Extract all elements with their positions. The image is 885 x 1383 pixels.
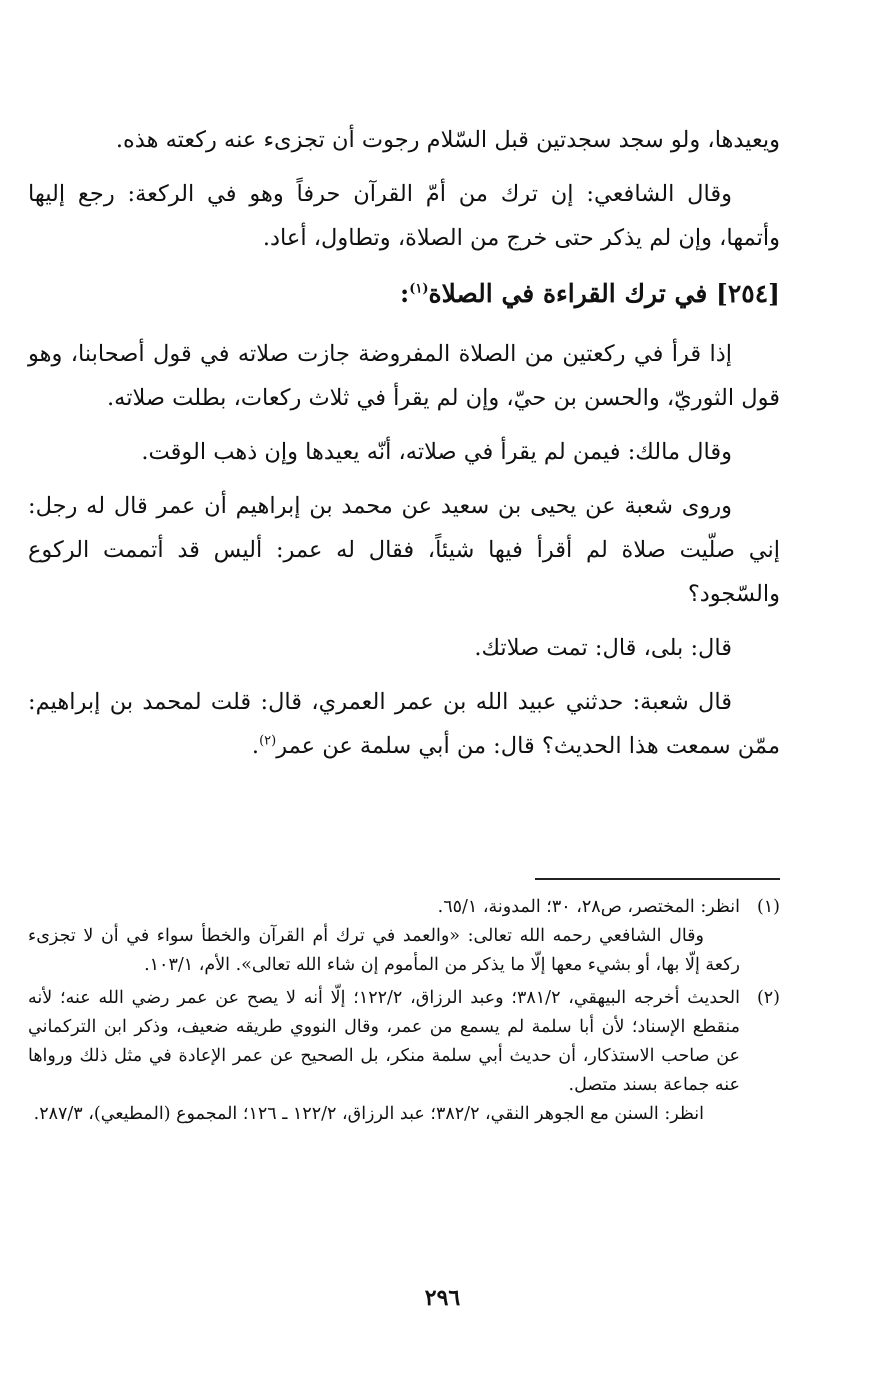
chain-text: قال شعبة: حدثني عبيد الله بن عمر العمري، قال: قلت لمحمد بن إبراهيم: ممّن سمعت هذا الحديث؟ قال: من أبي سلمة عن عمر [28, 689, 780, 759]
chain-end: . [251, 733, 260, 759]
footnote-body [28, 893, 740, 980]
footnotes [28, 893, 780, 1133]
footnote-ref-2[interactable]: (٢) [259, 733, 277, 749]
footnote-separator [535, 878, 780, 880]
footnote-sub: وقال الشافعي رحمه الله تعالى: «والعمد في ترك أم القرآن والخطأ سواء في أن لا تجزىء ركعة إلّا بها، أو بشيء معها إلّا ما يذكر من المأموم إن شاء الله تعالى». الأم، ١٠٣/١. [28, 926, 740, 975]
main-text [28, 118, 780, 778]
footnote-2 [28, 984, 780, 1129]
paragraph-continuation: ويعيدها، ولو سجد سجدتين قبل السّلام رجوت أن تجزىء عنه ركعته هذه. [115, 127, 780, 153]
footnote-line: انظر: المختصر، ص٢٨، ٣٠؛ المدونة، ٦٥/١. [437, 897, 740, 917]
paragraph-shuba-chain [28, 680, 780, 768]
section-number: [٢٥٤] [716, 279, 780, 308]
footnote-ref-1[interactable]: (١) [409, 281, 429, 297]
heading-colon: : [399, 279, 410, 308]
section-heading [28, 270, 780, 318]
footnote-1 [28, 893, 780, 980]
paragraph-ashab: إذا قرأ في ركعتين من الصلاة المفروضة جازت صلاته في قول أصحابنا، وهو قول الثوريّ، والحسن بن حيّ، وإن لم يقرأ في ثلاث ركعات، بطلت صلاته. [28, 341, 780, 411]
page-number: ٢٩٦ [424, 1285, 461, 1311]
section-title: في ترك القراءة في الصلاة [428, 279, 708, 308]
paragraph-malik: وقال مالك: فيمن لم يقرأ في صلاته، أنّه يعيدها وإن ذهب الوقت. [141, 439, 732, 465]
paragraph-shuba-narration: وروى شعبة عن يحيى بن سعيد عن محمد بن إبراهيم أن عمر قال له رجل: إني صلّيت صلاة لم أقرأ فيها شيئاً، فقال له عمر: أليس قد أتممت الركوع والسّجود؟ [28, 493, 781, 607]
footnote-mark: (٢) [756, 988, 780, 1008]
paragraph-reply: قال: بلى، قال: تمت صلاتك. [474, 635, 732, 661]
footnote-mark: (١) [756, 897, 780, 917]
footnote-body [28, 984, 740, 1129]
footnote-line: الحديث أخرجه البيهقي، ٣٨١/٢؛ وعبد الرزاق، ١٢٢/٢؛ إلّا أنه لا يصح عن عمر رضي الله عنه؛ لأنه منقطع الإسناد؛ لأن أبا سلمة لم يسمع من عمر، وقال النووي طريقه ضعيف، وذكر ابن التركماني عن صاحب الاستذكار، أن حديث أبي سلمة منكر، بل الصحيح عن عمر الإعادة في مثل ذلك ورواها عنه جماعة بسند متصل. [28, 988, 740, 1095]
paragraph-shafii: وقال الشافعي: إن ترك من أمّ القرآن حرفاً وهو في الركعة: رجع إليها وأتمها، وإن لم يذكر حتى خرج من الصلاة، وتطاول، أعاد. [28, 181, 780, 251]
footnote-sub: انظر: السنن مع الجوهر النقي، ٣٨٢/٢؛ عبد الرزاق، ١٢٢/٢ ـ ١٢٦؛ المجموع (المطيعي)، ٢٨٧/٣. [33, 1104, 704, 1124]
